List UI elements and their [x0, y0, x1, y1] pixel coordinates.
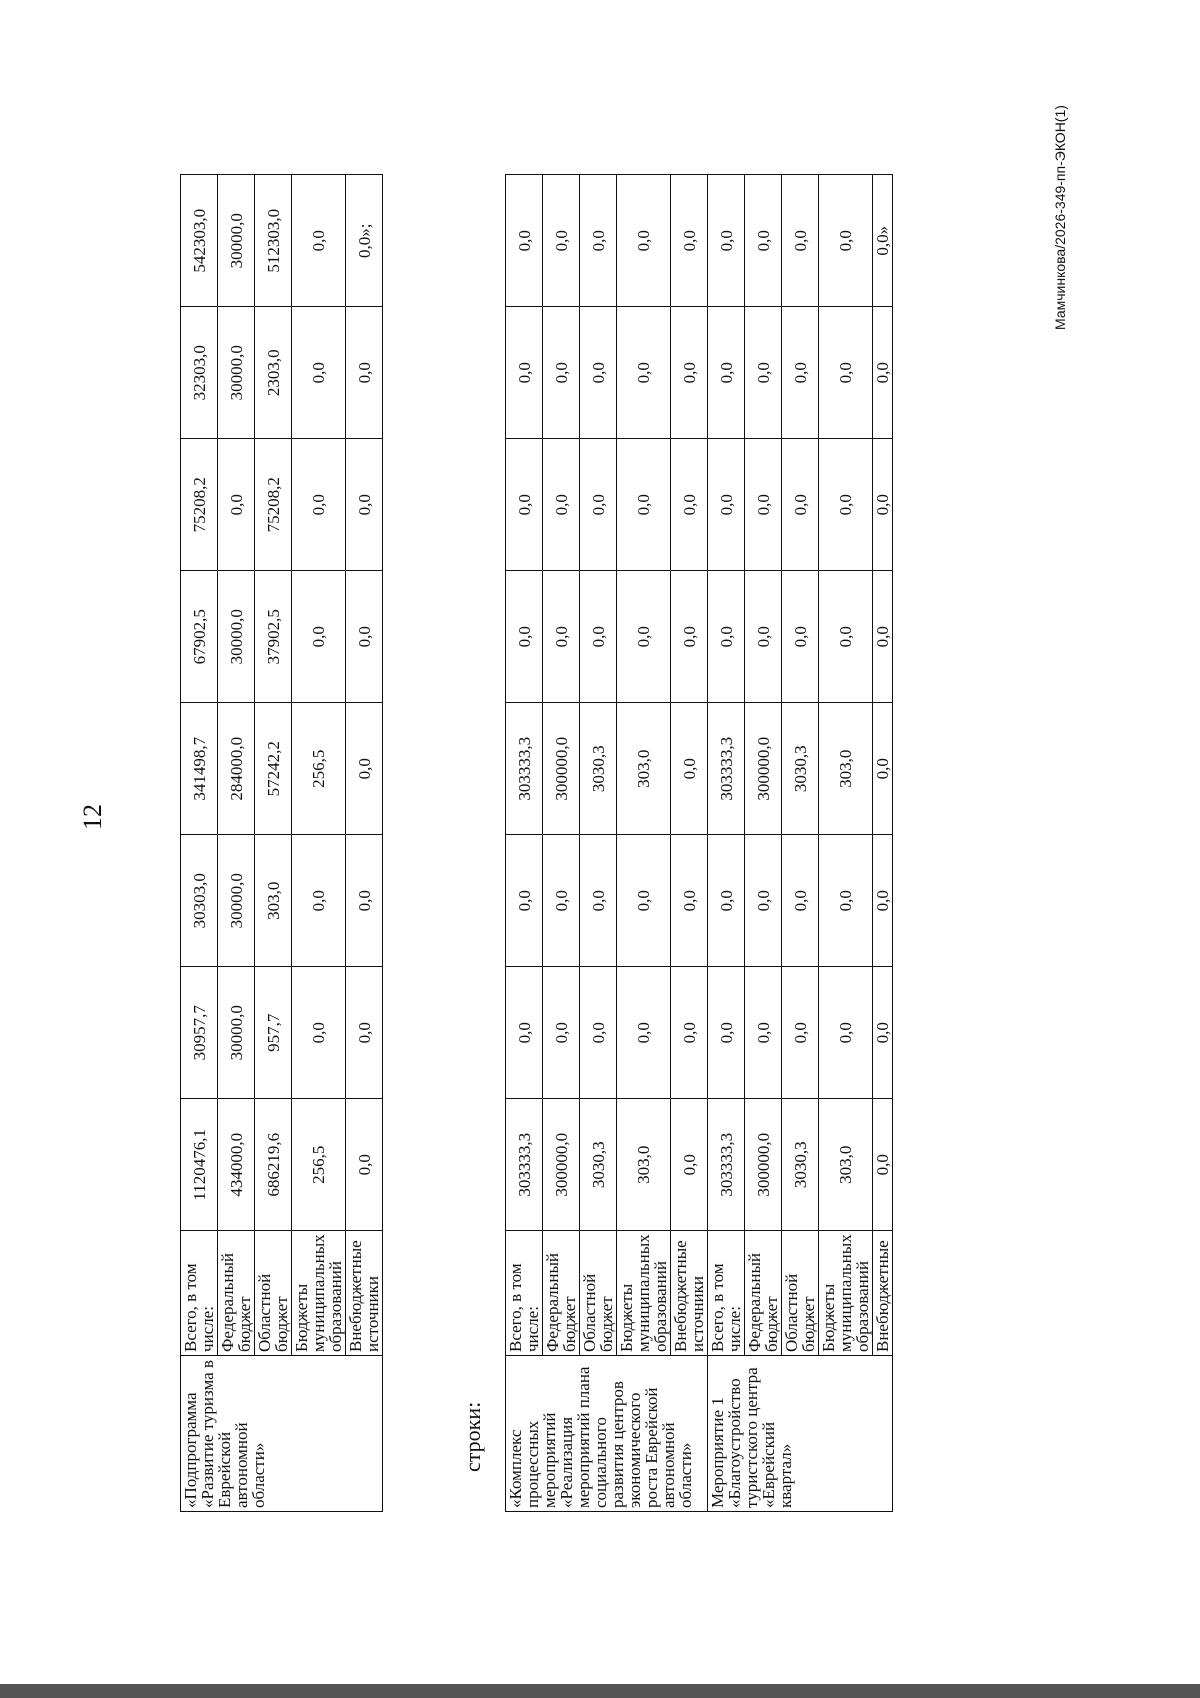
amount-cell: 300000,0 [745, 1099, 782, 1231]
amount-cell: 0,0 [346, 307, 383, 439]
table-row [292, 175, 346, 1512]
amount-cell: 30000,0 [218, 307, 255, 439]
funding-source: Бюджеты муниципальных образований [819, 1231, 873, 1356]
amount-cell: 30957,7 [181, 967, 218, 1099]
amount-cell: 0,0 [708, 307, 745, 439]
amount-cell: 303333,3 [506, 1099, 543, 1231]
subprogram-table [180, 174, 383, 1512]
table-row [819, 175, 873, 1512]
amount-cell: 0,0 [346, 967, 383, 1099]
table-row [671, 175, 708, 1512]
program-name: Мероприятие 1 «Благоустройство туристского центра «Еврейский квартал» [708, 1356, 893, 1512]
amount-cell: 0,0 [671, 1099, 708, 1231]
amount-cell: 0,0 [543, 835, 580, 967]
page-number: 12 [78, 804, 107, 830]
table-row [617, 175, 671, 1512]
amount-cell: 303,0 [255, 835, 292, 967]
table-row [543, 175, 580, 1512]
amount-cell: 0,0 [671, 835, 708, 967]
amount-cell: 303,0 [819, 703, 873, 835]
amount-cell: 0,0 [292, 175, 346, 307]
amount-cell: 303,0 [617, 703, 671, 835]
amount-cell: 0,0 [580, 835, 617, 967]
funding-source: Бюджеты муниципальных образований [292, 1231, 346, 1356]
amount-cell: 0,0 [873, 307, 893, 439]
amount-cell: 1120476,1 [181, 1099, 218, 1231]
scan-edge [0, 1684, 1200, 1698]
amount-cell: 686219,6 [255, 1099, 292, 1231]
amount-cell: 0,0 [819, 967, 873, 1099]
amount-cell: 0,0 [873, 1099, 893, 1231]
amount-cell: 0,0 [745, 967, 782, 1099]
amount-cell: 0,0 [292, 571, 346, 703]
amount-cell: 0,0 [819, 175, 873, 307]
amount-cell: 0,0 [346, 703, 383, 835]
table-row [346, 175, 383, 1512]
amount-cell: 67902,5 [181, 571, 218, 703]
funding-source: Всего, в том числе: [708, 1231, 745, 1356]
amount-cell: 0,0 [543, 571, 580, 703]
amount-cell: 542303,0 [181, 175, 218, 307]
funding-source: Федеральный бюджет [543, 1231, 580, 1356]
amount-cell: 0,0 [819, 571, 873, 703]
amount-cell: 0,0 [708, 175, 745, 307]
amount-cell: 30000,0 [218, 175, 255, 307]
amount-cell: 0,0 [819, 439, 873, 571]
amount-cell: 0,0 [617, 175, 671, 307]
amount-cell: 0,0 [708, 835, 745, 967]
amount-cell: 0,0 [617, 307, 671, 439]
amount-cell: 957,7 [255, 967, 292, 1099]
amount-cell: 0,0 [346, 1099, 383, 1231]
table-row [580, 175, 617, 1512]
amount-cell: 0,0 [580, 307, 617, 439]
amount-cell: 256,5 [292, 1099, 346, 1231]
amount-cell: 0,0 [745, 439, 782, 571]
table-row [181, 175, 218, 1512]
amount-cell: 30000,0 [218, 835, 255, 967]
amount-cell: 303333,3 [708, 1099, 745, 1231]
amount-cell: 0,0 [671, 307, 708, 439]
amount-cell: 0,0 [745, 835, 782, 967]
amount-cell: 0,0 [543, 307, 580, 439]
amount-cell: 0,0» [873, 175, 893, 307]
amount-cell: 3030,3 [580, 703, 617, 835]
funding-source: Бюджеты муниципальных образований [617, 1231, 671, 1356]
amount-cell: 0,0 [745, 571, 782, 703]
funding-source: Всего, в том числе: [506, 1231, 543, 1356]
amount-cell: 284000,0 [218, 703, 255, 835]
amount-cell: 0,0 [873, 439, 893, 571]
program-name: «Комплекс процессных мероприятий «Реализация мероприятий плана социального развития центров экономического роста Еврейской автономной области» [506, 1356, 708, 1512]
table-row [708, 175, 745, 1512]
amount-cell: 0,0»; [346, 175, 383, 307]
amount-cell: 0,0 [617, 571, 671, 703]
amount-cell: 0,0 [708, 439, 745, 571]
amount-cell: 57242,2 [255, 703, 292, 835]
amount-cell: 0,0 [873, 571, 893, 703]
amount-cell: 0,0 [543, 967, 580, 1099]
table-row [745, 175, 782, 1512]
amount-cell: 0,0 [873, 835, 893, 967]
amount-cell: 303,0 [617, 1099, 671, 1231]
funding-source: Областной бюджет [580, 1231, 617, 1356]
amount-cell: 300000,0 [543, 703, 580, 835]
table-row [873, 175, 893, 1512]
amount-cell: 512303,0 [255, 175, 292, 307]
table-row [255, 175, 292, 1512]
amount-cell: 0,0 [782, 967, 819, 1099]
amount-cell: 434000,0 [218, 1099, 255, 1231]
amount-cell: 0,0 [873, 967, 893, 1099]
amount-cell: 303333,3 [506, 703, 543, 835]
amount-cell: 0,0 [506, 439, 543, 571]
funding-source: Областной бюджет [255, 1231, 292, 1356]
amount-cell: 0,0 [782, 571, 819, 703]
funding-source: Всего, в том числе: [181, 1231, 218, 1356]
amount-cell: 0,0 [506, 307, 543, 439]
funding-source: Областной бюджет [782, 1231, 819, 1356]
amount-cell: 0,0 [292, 439, 346, 571]
amount-cell: 75208,2 [181, 439, 218, 571]
amount-cell: 0,0 [580, 175, 617, 307]
amount-cell: 32303,0 [181, 307, 218, 439]
amount-cell: 0,0 [506, 967, 543, 1099]
amount-cell: 0,0 [346, 439, 383, 571]
amount-cell: 256,5 [292, 703, 346, 835]
amount-cell: 0,0 [819, 307, 873, 439]
amount-cell: 0,0 [580, 439, 617, 571]
amount-cell: 0,0 [506, 835, 543, 967]
amount-cell: 0,0 [819, 835, 873, 967]
amount-cell: 0,0 [782, 835, 819, 967]
amount-cell: 30303,0 [181, 835, 218, 967]
amount-cell: 0,0 [218, 439, 255, 571]
amount-cell: 3030,3 [782, 1099, 819, 1231]
amount-cell: 0,0 [506, 175, 543, 307]
amount-cell: 0,0 [873, 703, 893, 835]
amount-cell: 0,0 [671, 175, 708, 307]
amount-cell: 0,0 [671, 439, 708, 571]
amount-cell: 0,0 [782, 439, 819, 571]
section-label: строки: [460, 1401, 485, 1472]
rotated-page [0, 20, 1100, 1600]
funding-source: Внебюджетные источники [346, 1231, 383, 1356]
amount-cell: 0,0 [617, 835, 671, 967]
amount-cell: 0,0 [346, 571, 383, 703]
amount-cell: 0,0 [708, 967, 745, 1099]
amount-cell: 0,0 [580, 967, 617, 1099]
amount-cell: 0,0 [292, 967, 346, 1099]
table-row [218, 175, 255, 1512]
amount-cell: 0,0 [745, 175, 782, 307]
amount-cell: 0,0 [782, 175, 819, 307]
amount-cell: 30000,0 [218, 571, 255, 703]
amount-cell: 0,0 [346, 835, 383, 967]
table-row [506, 175, 543, 1512]
amount-cell: 37902,5 [255, 571, 292, 703]
amount-cell: 0,0 [745, 307, 782, 439]
amount-cell: 0,0 [506, 571, 543, 703]
funding-source: Внебюджетные источники [671, 1231, 708, 1356]
amount-cell: 3030,3 [580, 1099, 617, 1231]
amount-cell: 303333,3 [708, 703, 745, 835]
amount-cell: 341498,7 [181, 703, 218, 835]
funding-source: Внебюджетные [873, 1231, 893, 1356]
funding-source: Федеральный бюджет [745, 1231, 782, 1356]
amount-cell: 0,0 [671, 967, 708, 1099]
amount-cell: 2303,0 [255, 307, 292, 439]
amount-cell: 0,0 [617, 439, 671, 571]
amount-cell: 0,0 [671, 571, 708, 703]
amount-cell: 0,0 [617, 967, 671, 1099]
program-name: «Подпрограмма «Развитие туризма в Еврейской автономной области» [181, 1356, 383, 1512]
amount-cell: 30000,0 [218, 967, 255, 1099]
amount-cell: 0,0 [292, 835, 346, 967]
amount-cell: 3030,3 [782, 703, 819, 835]
amount-cell: 0,0 [543, 175, 580, 307]
table-row [782, 175, 819, 1512]
amount-cell: 300000,0 [745, 703, 782, 835]
amount-cell: 300000,0 [543, 1099, 580, 1231]
amount-cell: 0,0 [543, 439, 580, 571]
amount-cell: 0,0 [708, 571, 745, 703]
amount-cell: 303,0 [819, 1099, 873, 1231]
amount-cell: 0,0 [671, 703, 708, 835]
amount-cell: 0,0 [580, 571, 617, 703]
amount-cell: 0,0 [782, 307, 819, 439]
amount-cell: 75208,2 [255, 439, 292, 571]
amount-cell: 0,0 [292, 307, 346, 439]
rows-table [505, 174, 893, 1512]
document-footer: Мамчинкова/2026-349-пп-ЭКОН(1) [1052, 105, 1068, 330]
funding-source: Федеральный бюджет [218, 1231, 255, 1356]
